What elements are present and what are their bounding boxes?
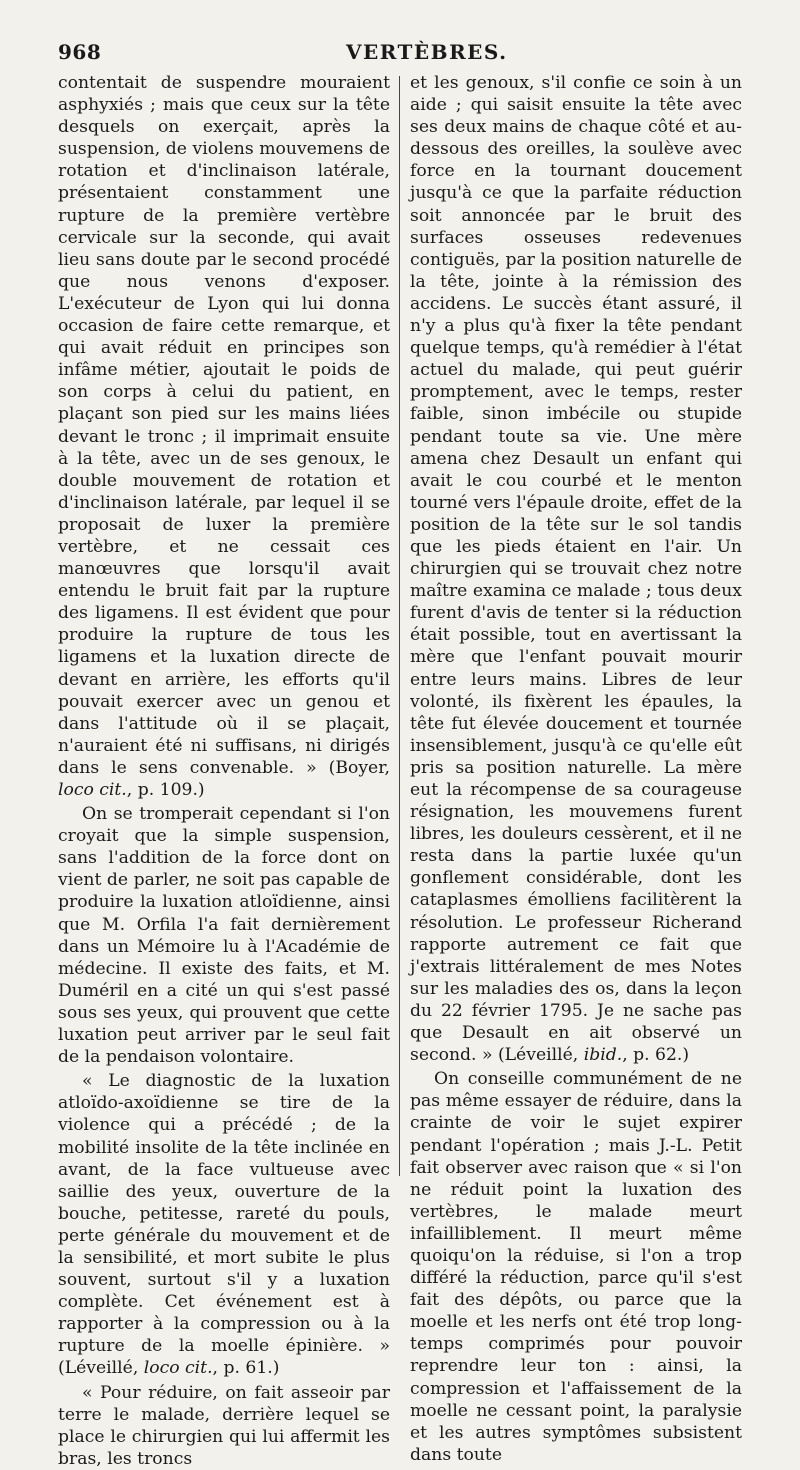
left-column bbox=[58, 72, 390, 1470]
paragraph-text: contentait de suspendre mouraient asphyxiés ; mais que ceux sur la tête desquels on exerçait, après la suspension, de violens mouvemens de rotation et d'inclinaison latérale, présentaient constamment une rupture de la première vertèbre cervicale sur la seconde, qui avait lieu sans doute par le second procédé que nous venons d'exposer. L'exécuteur de Lyon qui lui donna occasion de faire cette remarque, et qui avait réduit en principes son infâme métier, ajoutait le poids de son corps à celui du patient, en plaçant son pied sur les mains liées devant le tronc ; il imprimait ensuite à la tête, avec un de ses genoux, le double mouvement de rotation et d'inclinaison latérale, par lequel il se proposait de luxer la première vertèbre, et ne cessait ces manœuvres que lorsqu'il avait entendu le bruit fait par la rupture des ligamens. Il est évident que pour produire la rupture de tous les ligamens et la luxation directe de devant en arrière, les efforts qu'il pouvait exercer avec un genou et dans l'attitude où il se plaçait, n'auraient été ni suffisans, ni dirigés dans le sens convenable. » (Boyer, bbox=[58, 73, 390, 778]
paragraph bbox=[410, 1068, 742, 1466]
page-header bbox=[58, 40, 748, 70]
paragraph bbox=[58, 1070, 390, 1379]
running-head: VERTÈBRES. bbox=[346, 40, 508, 64]
citation-page: , p. 61.) bbox=[212, 1358, 280, 1379]
paragraph bbox=[410, 72, 742, 1066]
citation-page: , p. 62.) bbox=[622, 1045, 690, 1066]
paragraph bbox=[58, 72, 390, 801]
paragraph-text: « Pour réduire, on fait asseoir par terre le malade, derrière lequel se place le chirurgien qui lui affermit les bras, les troncs bbox=[58, 1382, 390, 1469]
citation-page: , p. 109.) bbox=[126, 780, 205, 800]
paragraph bbox=[58, 803, 390, 1068]
page-number: 968 bbox=[58, 40, 102, 64]
paragraph-text: On se tromperait cependant si l'on croyait que la simple suspension, sans l'addition de la force dont on vient de parler, ne soit pas capable de produire la luxation atloïdienne, ainsi que M. Orfila l'a fait dernièrement dans un Mémoire lu à l'Académie de médecine. Il existe des faits, et M. Duméril en a cité un qui s'est passé sous ses yeux, qui prouvent que cette luxation peut arriver par le seul fait de la pendaison volontaire. bbox=[58, 804, 390, 1068]
paragraph-text: « Le diagnostic de la luxation atloïdo-axoïdienne se tire de la violence qui a précédé ; de la mobilité insolite de la tête inclinée en avant, de la face vultueuse avec saillie des yeux, ouverture de la bouche, petitesse, rareté du pouls, perte générale du mouvement et de la sensibilité, et mort subite le plus souvent, surtout s'il y a luxation complète. Cet événement est à rapporter à la compression ou à la rupture de la moelle épinière. » (Léveillé, bbox=[58, 1071, 390, 1379]
paragraph bbox=[58, 1382, 390, 1470]
column-divider bbox=[399, 76, 400, 1176]
citation: loco cit. bbox=[58, 780, 127, 800]
right-column bbox=[410, 72, 742, 1466]
citation: loco cit. bbox=[143, 1358, 213, 1379]
paragraph-text: On conseille communément de ne pas même essayer de réduire, dans la crainte de voir le sujet expirer pendant l'opération ; mais J.-L. Petit fait observer avec raison que « si l'on ne réduit point la luxation des vertèbres, le malade meurt infailliblement. Il meurt même quoiqu'on la réduise, si l'on a trop différé la réduction, parce qu'il s'est fait des dépôts, ou parce que la moelle et les nerfs ont été trop long-temps comprimés pour pouvoir reprendre leur ton : ainsi, la compression et l'affaissement de la moelle ne cessant point, la paralysie et les autres symptômes subsistent dans toute bbox=[410, 1069, 742, 1465]
citation: ibid. bbox=[583, 1045, 623, 1066]
paragraph-text: et les genoux, s'il confie ce soin à un aide ; qui saisit ensuite la tête avec ses deux mains de chaque côté et au-dessous des oreilles, la soulève avec force en la tournant doucement jusqu'à ce que la parfaite réduction soit annoncée par le bruit des surfaces osseuses redevenues contiguës, par la position naturelle de la tête, jointe à la rémission des accidens. Le succès étant assuré, il n'y a plus qu'à fixer la tête pendant quelque temps, qu'à remédier à l'état actuel du malade, qui peut guérir promptement, avec le temps, rester faible, sinon imbécile ou stupide pendant toute sa vie. Une mère amena chez Desault un enfant qui avait le cou courbé et le menton tourné vers l'épaule droite, effet de la position de la tête sur le sol tandis que les pieds étaient en l'air. Un chirurgien qui se trouvait chez notre maître examina ce malade ; tous deux furent d'avis de tenter si la réduction était possible, tout en avertissant la mère que l'enfant pouvait mourir entre leurs mains. Libres de leur volonté, ils fixèrent les épaules, la tête fut élevée doucement et tournée insensiblement, jusqu'à ce qu'elle eût pris sa position naturelle. La mère eut la récompense de sa courageuse résignation, les mouvemens furent libres, les douleurs cessèrent, et il ne resta dans la partie luxée qu'un gonflement considérable, dont les cataplasmes émolliens facilitèrent la résolution. Le professeur Richerand rapporte autrement ce fait que j'extrais littéralement de mes Notes sur les maladies des os, dans la leçon du 22 février 1795. Je ne sache pas que Desault en ait observé un second. » (Léveillé, bbox=[410, 73, 743, 1066]
